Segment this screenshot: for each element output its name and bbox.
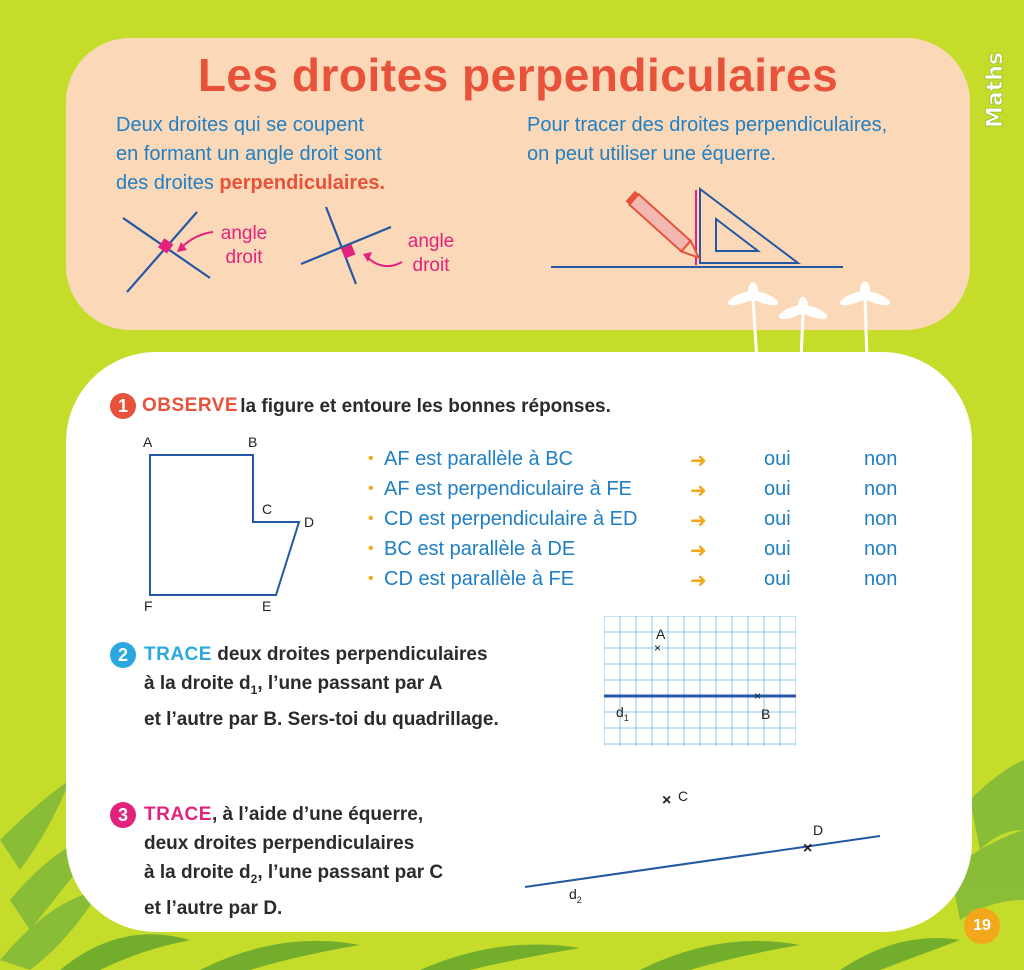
grid-point-b: B xyxy=(761,706,771,722)
answer-oui[interactable]: oui xyxy=(764,538,791,560)
right-angle-diagram-2 xyxy=(296,202,416,292)
arrow-right-icon: ➜ xyxy=(690,450,707,472)
arrow-right-icon: ➜ xyxy=(690,510,707,532)
question-text: BC est parallèle à DE xyxy=(384,538,576,560)
exercise-2-line: et l’autre par B. Sers-toi du quadrillage. xyxy=(144,708,499,730)
point-label-f: F xyxy=(144,598,153,614)
exercise-instruction: , l’une passant par A xyxy=(257,673,443,694)
page-number: 19 xyxy=(964,908,1000,944)
definition-line xyxy=(116,169,436,198)
exercise-instruction: à la droite d xyxy=(144,862,251,883)
subscript: 1 xyxy=(250,682,258,697)
grid-drawing-area[interactable] xyxy=(604,616,796,746)
exercise-3-line xyxy=(110,858,530,894)
bullet-icon: • xyxy=(368,480,374,497)
maths-side-tab xyxy=(978,30,1012,130)
answer-non[interactable]: non xyxy=(864,538,898,560)
line-label-d1 xyxy=(616,704,629,723)
question-row xyxy=(368,508,928,538)
answer-non[interactable]: non xyxy=(864,568,898,590)
exercise-3-text xyxy=(110,800,530,923)
line-label-d2 xyxy=(569,886,582,905)
question-text: AF est parallèle à BC xyxy=(384,448,573,470)
answer-oui[interactable]: oui xyxy=(764,508,791,530)
cross-mark-icon: × xyxy=(654,641,662,655)
exercise-instruction: deux droites perpendiculaires xyxy=(211,644,488,665)
definition-text xyxy=(116,111,436,198)
answer-oui[interactable]: oui xyxy=(764,448,791,470)
angle-label-word: angle xyxy=(220,223,268,244)
cross-mark-icon: × xyxy=(754,689,762,703)
definition-line-start: des droites xyxy=(116,172,220,194)
point-label-c-ex3: C xyxy=(678,788,689,804)
bullet-icon: • xyxy=(368,570,374,587)
exercise-2-text xyxy=(110,640,570,734)
line-name: d xyxy=(569,886,577,902)
arrow-right-icon: ➜ xyxy=(690,480,707,502)
point-label-d-ex3: D xyxy=(813,822,824,838)
bullet-icon: • xyxy=(368,450,374,467)
equerre-line: Pour tracer des droites perpendiculaires, xyxy=(527,114,888,136)
bullet-icon: • xyxy=(368,540,374,557)
grid-point-a: A xyxy=(656,626,666,642)
exercise-3-line: et l’autre par D. xyxy=(144,897,283,919)
point-label-c: C xyxy=(262,501,273,517)
exercise-number-badge: 3 xyxy=(110,802,136,828)
question-text: CD est perpendiculaire à ED xyxy=(384,508,638,530)
question-text: AF est perpendiculaire à FE xyxy=(384,478,632,500)
polygon-figure xyxy=(140,430,330,620)
arrow-right-icon: ➜ xyxy=(690,570,707,592)
cross-mark-icon: × xyxy=(662,792,672,809)
svg-text:Maths: Maths xyxy=(983,51,1008,128)
exercise-2-line xyxy=(110,669,570,705)
answer-oui[interactable]: oui xyxy=(764,568,791,590)
exercise-verb: OBSERVE xyxy=(142,395,239,416)
definition-line: en formant un angle droit sont xyxy=(116,143,382,165)
point-label-d: D xyxy=(304,514,315,530)
exercise-1-heading xyxy=(110,393,710,421)
line-name: d xyxy=(616,704,624,720)
question-list xyxy=(368,448,928,598)
point-label-e: E xyxy=(262,598,272,614)
point-label-b: B xyxy=(248,434,258,450)
angle-label-word: droit xyxy=(412,255,450,276)
exercise-instruction: à la droite d xyxy=(144,673,251,694)
definition-line: Deux droites qui se coupent xyxy=(116,114,364,136)
answer-oui[interactable]: oui xyxy=(764,478,791,500)
keyword-perpendiculaires: perpendiculaires. xyxy=(219,172,386,194)
exercise-instruction: , l’une passant par C xyxy=(257,862,444,883)
angle-label-word: angle xyxy=(407,231,455,252)
exercise-number-badge: 2 xyxy=(110,642,136,668)
exercise-verb: TRACE xyxy=(144,644,212,665)
bullet-icon: • xyxy=(368,510,374,527)
page-title: Les droites perpendiculaires xyxy=(197,49,839,101)
question-row xyxy=(368,568,928,598)
question-row xyxy=(368,538,928,568)
subscript: 1 xyxy=(623,712,629,723)
exercise-instruction: la figure et entoure les bonnes réponses. xyxy=(235,396,611,417)
arrow-right-icon: ➜ xyxy=(690,540,707,562)
angle-label-2 xyxy=(400,230,462,278)
exercise-3-line xyxy=(110,800,530,829)
question-row xyxy=(368,448,928,478)
exercise-number-badge: 1 xyxy=(110,393,136,419)
cross-mark-icon: × xyxy=(803,840,813,857)
exercise-3-line: deux droites perpendiculaires xyxy=(144,833,415,854)
angle-label-1 xyxy=(213,222,275,270)
answer-non[interactable]: non xyxy=(864,508,898,530)
exercise-2-line xyxy=(110,640,570,669)
question-text: CD est parallèle à FE xyxy=(384,568,575,590)
equerre-line: on peut utiliser une équerre. xyxy=(527,143,777,165)
set-square-diagram xyxy=(548,185,848,275)
answer-non[interactable]: non xyxy=(864,478,898,500)
palm-trees-illustration xyxy=(715,282,905,362)
line-d2-drawing-area[interactable] xyxy=(520,780,890,900)
answer-non[interactable]: non xyxy=(864,448,898,470)
line-d2 xyxy=(525,836,880,887)
equerre-text xyxy=(527,111,947,169)
question-row xyxy=(368,478,928,508)
right-angle-diagram-1 xyxy=(115,210,225,300)
point-label-a: A xyxy=(143,434,153,450)
angle-label-word: droit xyxy=(225,247,263,268)
exercise-verb: TRACE xyxy=(144,804,212,825)
subscript: 2 xyxy=(250,871,258,886)
exercise-instruction: , à l’aide d’une équerre, xyxy=(211,804,424,825)
subscript: 2 xyxy=(576,894,582,905)
